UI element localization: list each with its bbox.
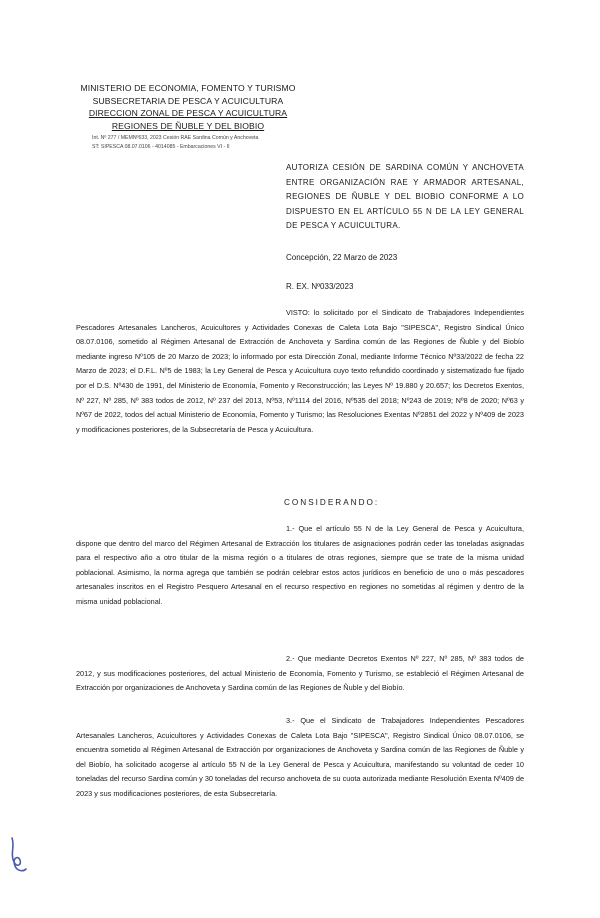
considerando-heading: CONSIDERANDO:: [284, 498, 380, 507]
direccion-zonal-name: DIRECCION ZONAL DE PESCA Y ACUICULTURA: [88, 108, 288, 118]
letterhead: [68, 82, 308, 132]
considerando-1: 1.- Que el artículo 55 N de la Ley General de Pesca y Acuicultura, dispone que dentro del marco del Régimen Artesanal de Extracción los titulares de asignaciones podrán ceder las toneladas asignadas para el respectivo año a otro titular de la misma región o a titulares de otras regiones, siempre que se trate de la misma unidad poblacional. Asimismo, la norma agrega que también se podrán celebrar estos actos jurídicos en beneficio de uno o más pescadores artesanales inscritos en el Registro Pesquero Artesanal en el recurso respectivo en regiones no sometidas al régimen y dentro de la misma unidad poblacional.: [76, 524, 524, 606]
handwritten-signature-icon: [6, 836, 30, 876]
ministry-name: MINISTERIO DE ECONOMIA, FOMENTO Y TURISMO: [80, 83, 296, 93]
resolution-subject: AUTORIZA CESIÓN DE SARDINA COMÚN Y ANCHOVETA ENTRE ORGANIZACIÓN RAE Y ARMADOR ARTESANAL, REGIONES DE ÑUBLE Y DEL BIOBIO CONFORME A LO DISPUESTO EN EL ARTÍCULO 55 N DE LA LEY GENERAL DE PESCA Y ACUICULTURA.: [286, 163, 524, 231]
considerando-2: 2.- Que mediante Decretos Exentos Nº 227, Nº 285, Nº 383 todos de 2012, y sus modificaciones posteriores, del actual Ministerio de Economía, Fomento y Turismo, se estableció el Régimen Artesanal de Extracción por organizaciones de Anchoveta y Sardina común de las Regiones de Ñuble y del Biobío.: [76, 654, 524, 693]
reference-line-1: Int. Nº 277 / MEMNº633, 2023 Cesión RAE Sardina Común y Anchoveta: [92, 135, 259, 141]
reference-block: [92, 134, 332, 152]
regiones-name: REGIONES DE ÑUBLE Y DEL BIOBIO: [111, 120, 265, 131]
reference-line-2: ST: SIPESCA 08.07.0106 - 4014085 - Embarcaciones VI - II: [92, 144, 230, 150]
subsecretaria-name: SUBSECRETARIA DE PESCA Y ACUICULTURA: [92, 95, 284, 106]
visto-paragraph: VISTO: lo solicitado por el Sindicato de Trabajadores Independientes Pescadores Artesanales Lancheros, Acuicultores y Actividades Conexas de Caleta Lota Bajo "SIPESCA", Registro Sindical Único 08.07.0106, sometido al Régimen Artesanal de Extracción de Anchoveta y Sardina común de las Regiones de Ñuble y del Biobío mediante ingreso Nº105 de 20 Marzo de 2023; lo informado por esta Dirección Zonal, mediante Informe Técnico Nº33/2022 de fecha 22 Marzo de 2023; el D.F.L. Nº5 de 1983; la Ley General de Pesca y Acuicultura cuyo texto refundido coordinado y sistematizado fue fijado por el D.S. Nº430 de 1991, del Ministerio de Economía, Fomento y Reconstrucción; las Leyes Nº 19.880 y 20.657; los Decretos Exentos, Nº 227, Nº 285, Nº 383 todos de 2012, Nº 237 del 2013, Nº53, Nº1114 del 2016, Nº535 del 2018; Nº243 de 2019; Nº8 de 2020; Nº63 y Nº67 de 2022, todos del actual Ministerio de Economía, Fomento y Turismo; las Resoluciones Exentas Nº2851 del 2022 y Nº409 de 2023 y modificaciones posteriores, de la Subsecretaría de Pesca y Acuicultura.: [76, 308, 524, 434]
considerando-3: 3.- Que el Sindicato de Trabajadores Independientes Pescadores Artesanales Lancheros, Acuicultores y Actividades Conexas de Caleta Lota Bajo "SIPESCA", Registro Sindical Único 08.07.0106, se encuentra sometido al Régimen Artesanal de Extracción por organizaciones de Anchoveta y Sardina común de las Regiones de Ñuble y del Biobío, ha solicitado acogerse al artículo 55 N de la Ley General de Pesca y Acuicultura, manifestando su voluntad de ceder 10 toneladas del recurso Sardina común y 30 toneladas del recurso anchoveta de su cuota autorizada mediante Resolución Exenta Nº409 de 2023 y sus modificaciones posteriores, de esta Subsecretaría.: [76, 716, 524, 798]
place-date: Concepción, 22 Marzo de 2023: [286, 253, 398, 262]
resolution-number: R. EX. Nº033/2023: [286, 282, 354, 291]
